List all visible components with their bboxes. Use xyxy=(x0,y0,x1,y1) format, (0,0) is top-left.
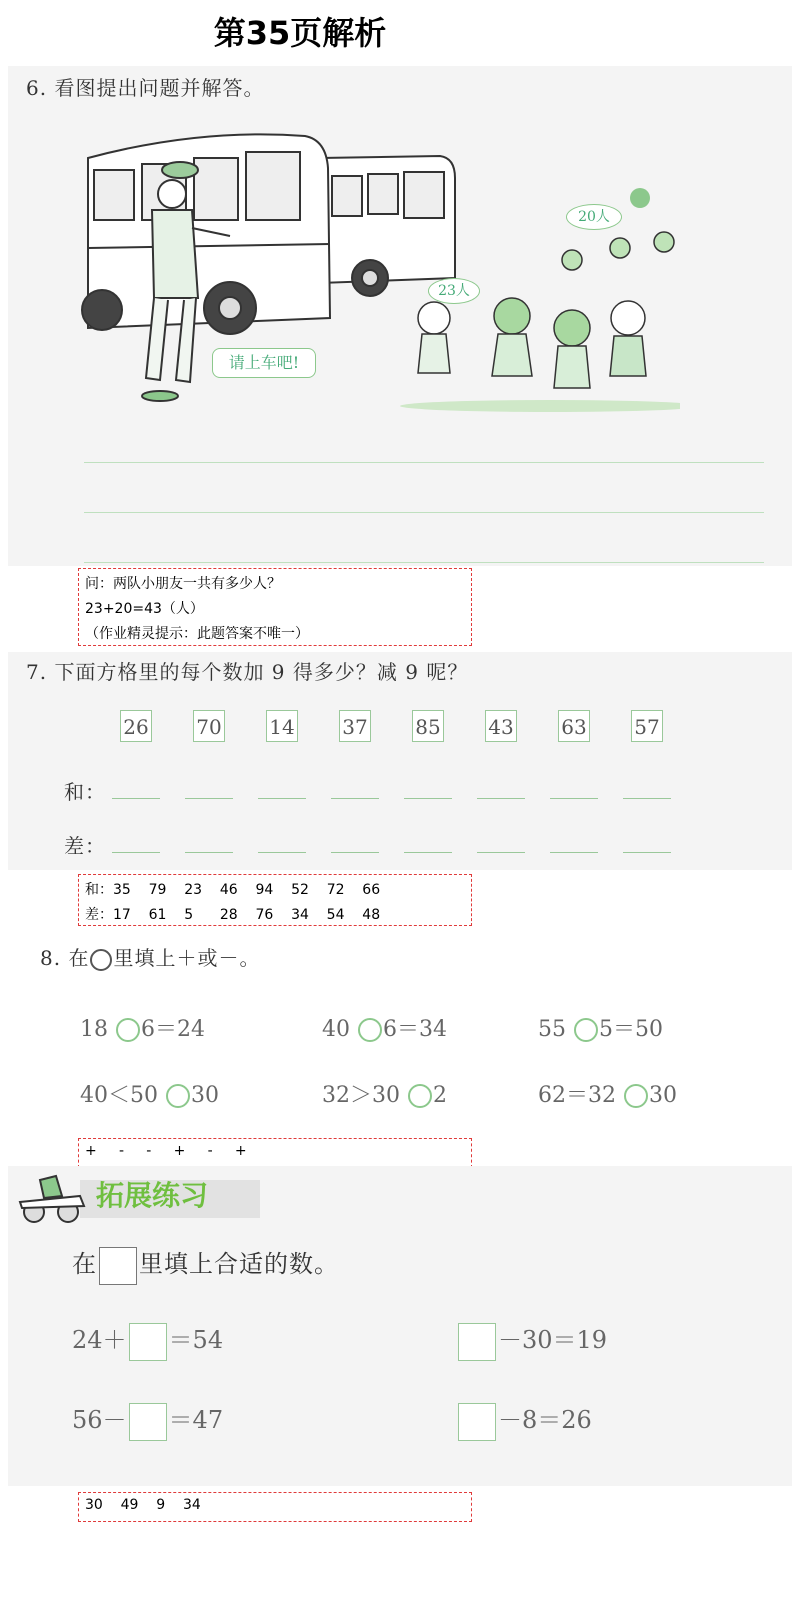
answer-square[interactable] xyxy=(129,1323,167,1361)
answer-line: 差：17 61 5 28 76 34 54 48 xyxy=(85,907,381,923)
q8-equation: 55 5＝50 xyxy=(538,1017,663,1042)
answer-square[interactable] xyxy=(129,1403,167,1441)
bus-illustration xyxy=(80,118,680,418)
sum-blank[interactable] xyxy=(258,798,306,799)
number-box: 57 xyxy=(631,710,663,742)
q8-equation: 62＝32 30 xyxy=(538,1083,677,1108)
sum-blank[interactable] xyxy=(331,798,379,799)
ext-answer-box xyxy=(78,1492,472,1522)
sum-blank[interactable] xyxy=(185,798,233,799)
bubble-23: 23人 xyxy=(428,278,480,304)
speech-bubble: 请上车吧! xyxy=(212,348,316,378)
answer-line-2 xyxy=(84,512,764,513)
q8-answer-box xyxy=(78,1138,472,1168)
operator-circle[interactable] xyxy=(166,1084,190,1108)
answer-line-3 xyxy=(84,562,764,563)
circle-icon xyxy=(90,949,112,971)
answer-line-1 xyxy=(84,462,764,463)
tractor-icon xyxy=(20,1176,84,1222)
diff-label: 差： xyxy=(64,834,106,858)
operator-circle[interactable] xyxy=(574,1018,598,1042)
q6-answer-box xyxy=(78,568,472,646)
question-8-prompt-head: 8. 在 xyxy=(40,946,90,970)
diff-blank[interactable] xyxy=(623,852,671,853)
diff-blank[interactable] xyxy=(112,852,160,853)
bus-front xyxy=(82,134,330,334)
operator-circle[interactable] xyxy=(358,1018,382,1042)
operator-circle[interactable] xyxy=(116,1018,140,1042)
question-8-prompt-tail: 里填上＋或－。 xyxy=(113,946,261,970)
operator-circle[interactable] xyxy=(408,1084,432,1108)
answer-line: 问：两队小朋友一共有多少人？ xyxy=(85,576,281,592)
sum-blank[interactable] xyxy=(477,798,525,799)
extension-header: 拓展练习 xyxy=(96,1179,209,1212)
answer-square[interactable] xyxy=(458,1403,496,1441)
q8-equation: 40＜50 30 xyxy=(80,1083,219,1108)
diff-blank[interactable] xyxy=(477,852,525,853)
q8-equation: 40 6＝34 xyxy=(322,1017,447,1042)
bubble-20: 20人 xyxy=(566,204,622,230)
sum-blank[interactable] xyxy=(112,798,160,799)
sum-label: 和： xyxy=(64,780,106,804)
q8-equation: 18 6＝24 xyxy=(80,1017,205,1042)
question-8-prompt xyxy=(40,942,260,971)
number-box: 63 xyxy=(558,710,590,742)
sum-blank[interactable] xyxy=(623,798,671,799)
answer-line: 23+20=43（人） xyxy=(85,601,204,617)
number-box: 14 xyxy=(266,710,298,742)
sum-blank[interactable] xyxy=(550,798,598,799)
sum-blank[interactable] xyxy=(404,798,452,799)
answer-line: 和：35 79 23 46 94 52 72 66 xyxy=(85,882,381,898)
operator-circle[interactable] xyxy=(624,1084,648,1108)
diff-blank[interactable] xyxy=(331,852,379,853)
ext-equation: 56－ ＝47 xyxy=(72,1400,223,1441)
number-box: 26 xyxy=(120,710,152,742)
bus-back xyxy=(320,156,455,296)
q8-equation: 32＞30 2 xyxy=(322,1083,447,1108)
number-box: 70 xyxy=(193,710,225,742)
answer-line: + - - + - + xyxy=(85,1143,247,1159)
number-box: 37 xyxy=(339,710,371,742)
answer-line: （作业精灵提示：此题答案不唯一） xyxy=(85,626,309,642)
diff-blank[interactable] xyxy=(550,852,598,853)
number-box: 43 xyxy=(485,710,517,742)
diff-blank[interactable] xyxy=(258,852,306,853)
ext-equation: －8＝26 xyxy=(456,1400,592,1441)
question-6-prompt: 6. 看图提出问题并解答。 xyxy=(26,76,265,100)
number-box: 85 xyxy=(412,710,444,742)
q7-answer-box xyxy=(78,874,472,926)
answer-square[interactable] xyxy=(458,1323,496,1361)
answer-line: 30 49 9 34 xyxy=(85,1497,201,1513)
question-7-prompt: 7. 下面方格里的每个数加 9 得多少？减 9 呢？ xyxy=(26,660,469,684)
diff-blank[interactable] xyxy=(404,852,452,853)
extension-prompt: 在 里填上合适的数。 xyxy=(72,1244,339,1285)
square-icon xyxy=(99,1247,137,1285)
ext-equation: －30＝19 xyxy=(456,1320,607,1361)
diff-blank[interactable] xyxy=(185,852,233,853)
ext-equation: 24＋ ＝54 xyxy=(72,1320,223,1361)
page-title: 第35页解析 xyxy=(213,14,387,52)
